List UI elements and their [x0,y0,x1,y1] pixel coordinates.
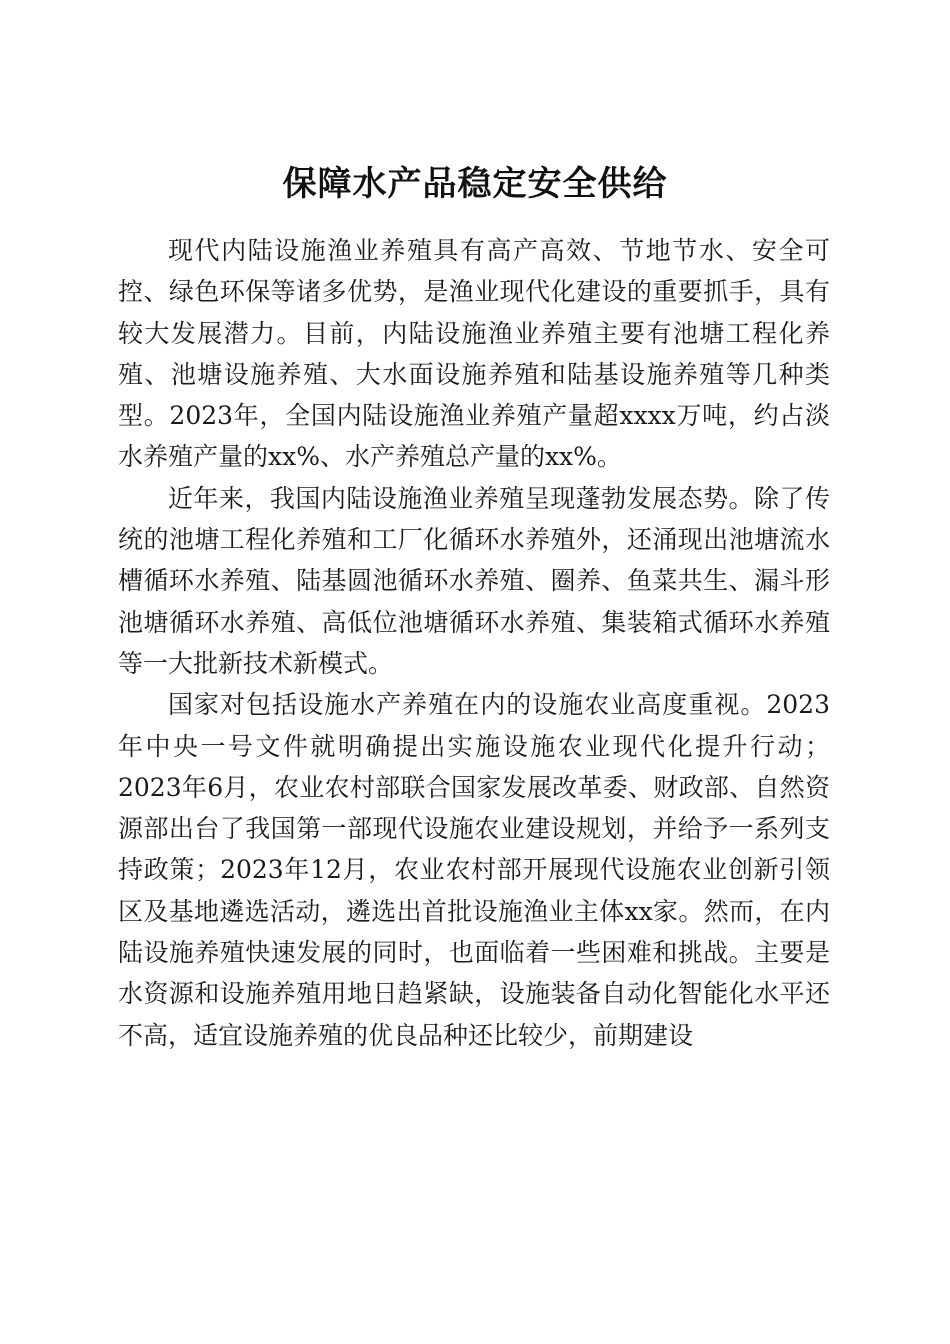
article-body [118,230,830,1056]
paragraph-2: 近年来，我国内陆设施渔业养殖呈现蓬勃发展态势。除了传统的池塘工程化养殖和工厂化循环水养殖外，还涌现出池塘流水槽循环水养殖、陆基圆池循环水养殖、圈养、鱼菜共生、漏斗形池塘循环水养殖、高低位池塘循环水养殖、集装箱式循环水养殖等一大批新技术新模式。 [118,483,830,678]
page-title: 保障水产品稳定安全供给 [282,163,668,204]
paragraph-3: 国家对包括设施水产养殖在内的设施农业高度重视。2023年中央一号文件就明确提出实施设施农业现代化提升行动；2023年6月，农业农村部联合国家发展改革委、财政部、自然资源部出台了我国第一部现代设施农业建设规划，并给予一系列支持政策；2023年12月，农业农村部开展现代设施农业创新引领区及基地遴选活动，遴选出首批设施渔业主体xx家。然而，在内陆设施养殖快速发展的同时，也面临着一些困难和挑战。主要是水资源和设施养殖用地日趋紧缺，设施装备自动化智能化水平还不高，适宜设施养殖的优良品种还比较少，前期建设 [118,690,830,1050]
paragraph-1: 现代内陆设施渔业养殖具有高产高效、节地节水、安全可控、绿色环保等诸多优势，是渔业现代化建设的重要抓手，具有较大发展潜力。目前，内陆设施渔业养殖主要有池塘工程化养殖、池塘设施养殖、大水面设施养殖和陆基设施养殖等几种类型。2023年，全国内陆设施渔业养殖产量超xxxx万吨，约占淡水养殖产量的xx%、水产养殖总产量的xx%。 [118,236,830,472]
